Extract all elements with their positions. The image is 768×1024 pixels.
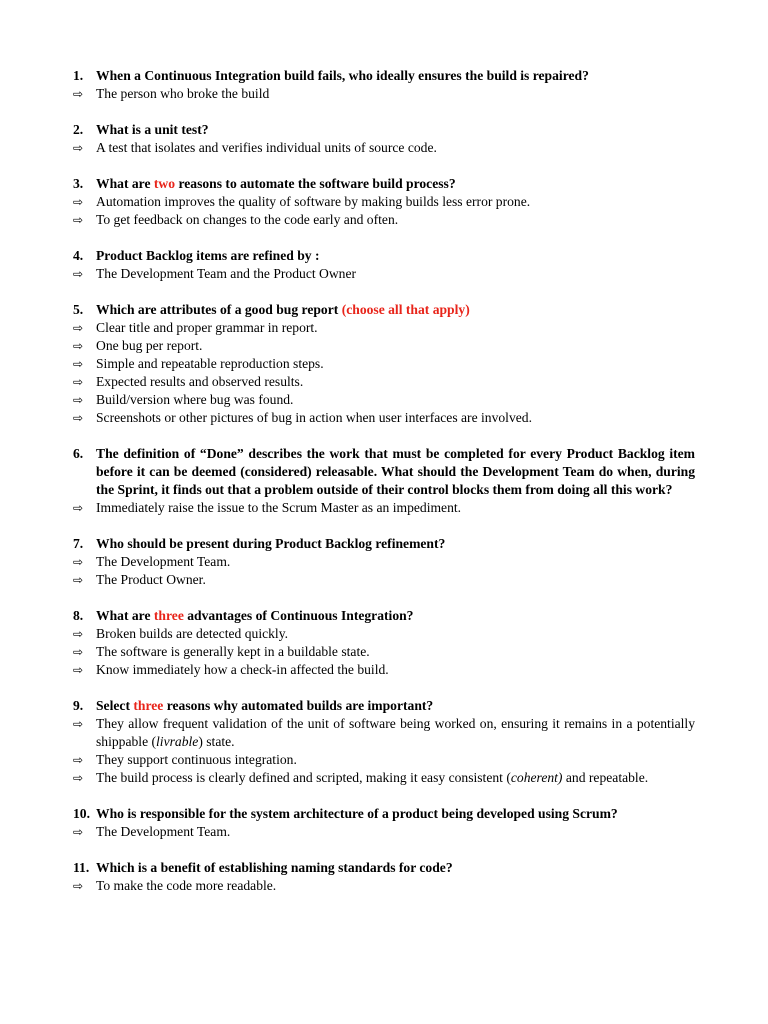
question-text: Product Backlog items are refined by : <box>96 248 320 263</box>
answer-text: Screenshots or other pictures of bug in action when user interfaces are involved. <box>96 410 532 425</box>
question-text <box>96 175 695 193</box>
question-block-2 <box>73 121 695 157</box>
answer-text: To make the code more readable. <box>96 878 277 893</box>
answer-item <box>73 85 695 103</box>
answer-item <box>73 193 695 211</box>
answer-item <box>73 643 695 661</box>
answer-item <box>73 715 695 751</box>
question-text-part: Which are attributes of a good bug report <box>96 302 342 317</box>
answer-item <box>73 139 695 157</box>
question-text-part: What are <box>96 176 154 191</box>
answer-text: Simple and repeatable reproduction steps. <box>96 356 324 371</box>
question-block-1 <box>73 67 695 103</box>
arrow-icon: ⇨ <box>73 645 84 659</box>
answer-item <box>73 265 695 283</box>
answer-text: To get feedback on changes to the code early and often. <box>96 212 399 227</box>
arrow-icon: ⇨ <box>73 663 84 677</box>
question-block-11 <box>73 859 695 895</box>
question-block-7 <box>73 535 695 589</box>
question-number: 8. <box>73 608 84 623</box>
arrow-icon: ⇨ <box>73 879 84 893</box>
question-block-4 <box>73 247 695 283</box>
question-text: Who is responsible for the system architecture of a product being developed using Scrum? <box>96 806 618 821</box>
question-number: 2. <box>73 122 84 137</box>
question-highlight: three <box>153 608 184 623</box>
arrow-icon: ⇨ <box>73 501 84 515</box>
answer-item <box>73 499 695 517</box>
question-block-6 <box>73 445 695 517</box>
question-block-3 <box>73 175 695 229</box>
arrow-icon: ⇨ <box>73 195 84 209</box>
arrow-icon: ⇨ <box>73 213 84 227</box>
answer-item <box>73 769 695 787</box>
arrow-icon: ⇨ <box>73 393 84 407</box>
answer-text: The person who broke the build <box>96 86 270 101</box>
question-text-part: What are <box>96 608 154 623</box>
arrow-icon: ⇨ <box>73 717 84 731</box>
answer-italic: coherent) <box>510 770 563 785</box>
question-number: 7. <box>73 536 84 551</box>
question-text-part: advantages of Continuous Integration? <box>183 608 414 623</box>
answer-item <box>73 553 695 571</box>
question-text <box>96 301 695 319</box>
answer-item <box>73 319 695 337</box>
answer-item <box>73 373 695 391</box>
arrow-icon: ⇨ <box>73 753 84 767</box>
answer-item <box>73 751 695 769</box>
arrow-icon: ⇨ <box>73 87 84 101</box>
answer-item <box>73 211 695 229</box>
answer-text: The Development Team. <box>96 554 231 569</box>
answer-text <box>96 769 695 787</box>
question-text <box>96 607 695 625</box>
answer-item <box>73 571 695 589</box>
arrow-icon: ⇨ <box>73 573 84 587</box>
answer-item <box>73 625 695 643</box>
question-text: What is a unit test? <box>96 122 209 137</box>
answer-text: Clear title and proper grammar in report. <box>96 320 318 335</box>
arrow-icon: ⇨ <box>73 339 84 353</box>
arrow-icon: ⇨ <box>73 627 84 641</box>
arrow-icon: ⇨ <box>73 825 84 839</box>
question-text <box>96 697 695 715</box>
answer-item <box>73 391 695 409</box>
question-text: When a Continuous Integration build fails, who ideally ensures the build is repaired? <box>96 68 589 83</box>
answer-text: The Development Team and the Product Owner <box>96 266 357 281</box>
answer-item <box>73 877 695 895</box>
question-text-part: reasons to automate the software build process? <box>175 176 456 191</box>
answer-text-part: The build process is clearly defined and scripted, making it easy consistent ( <box>96 770 511 785</box>
answer-text: A test that isolates and verifies individual units of source code. <box>96 140 437 155</box>
arrow-icon: ⇨ <box>73 141 84 155</box>
question-number: 11. <box>73 860 90 875</box>
answer-text-part: They allow frequent validation of the unit of software being worked on, ensuring it remains in a potentially shippable ( <box>96 716 695 749</box>
question-highlight: two <box>153 176 176 191</box>
answer-item <box>73 409 695 427</box>
arrow-icon: ⇨ <box>73 771 84 785</box>
answer-item <box>73 661 695 679</box>
question-number: 10. <box>73 806 90 821</box>
answer-text: Expected results and observed results. <box>96 374 304 389</box>
answer-italic: livrable <box>156 734 199 749</box>
answer-text: The Development Team. <box>96 824 231 839</box>
answer-text: Immediately raise the issue to the Scrum Master as an impediment. <box>96 500 462 515</box>
arrow-icon: ⇨ <box>73 267 84 281</box>
answer-item <box>73 337 695 355</box>
answer-text: Know immediately how a check-in affected the build. <box>96 662 389 677</box>
question-text: The definition of “Done” describes the work that must be completed for every Product Backlog item before it can be deemed (considered) releasable. What should the Development Team do when, during the Sprint, it finds out that a problem outside of their control blocks them from doing all this work? <box>96 446 695 497</box>
question-text: Who should be present during Product Backlog refinement? <box>96 536 446 551</box>
question-number: 3. <box>73 176 84 191</box>
answer-text: Automation improves the quality of software by making builds less error prone. <box>96 194 531 209</box>
question-block-10 <box>73 805 695 841</box>
answer-item <box>73 823 695 841</box>
question-text-part: reasons why automated builds are important? <box>163 698 434 713</box>
arrow-icon: ⇨ <box>73 357 84 371</box>
question-text-part: Select <box>96 698 134 713</box>
answer-text-part: ) state. <box>198 734 235 749</box>
question-number: 4. <box>73 248 84 263</box>
arrow-icon: ⇨ <box>73 375 84 389</box>
answer-text: The Product Owner. <box>96 572 206 587</box>
answer-text: Broken builds are detected quickly. <box>96 626 289 641</box>
answer-text: One bug per report. <box>96 338 203 353</box>
answer-item <box>73 355 695 373</box>
arrow-icon: ⇨ <box>73 555 84 569</box>
question-highlight: three <box>133 698 164 713</box>
answer-text-part: and repeatable. <box>562 770 649 785</box>
question-number: 5. <box>73 302 84 317</box>
question-number: 9. <box>73 698 84 713</box>
answer-text: The software is generally kept in a buildable state. <box>96 644 370 659</box>
answer-text: Build/version where bug was found. <box>96 392 294 407</box>
question-number: 6. <box>73 446 84 461</box>
answer-text <box>96 715 695 751</box>
arrow-icon: ⇨ <box>73 321 84 335</box>
question-number: 1. <box>73 68 84 83</box>
question-block-5 <box>73 301 695 427</box>
question-block-9 <box>73 697 695 787</box>
arrow-icon: ⇨ <box>73 411 84 425</box>
question-highlight: (choose all that apply) <box>341 302 470 317</box>
answer-text: They support continuous integration. <box>96 752 297 767</box>
question-text: Which is a benefit of establishing naming standards for code? <box>96 860 453 875</box>
question-block-8 <box>73 607 695 679</box>
